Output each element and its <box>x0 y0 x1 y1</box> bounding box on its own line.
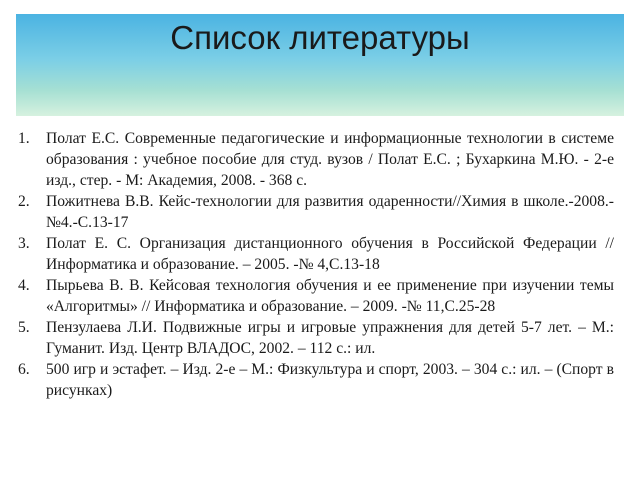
reference-item <box>18 233 614 275</box>
reference-number: 6. <box>18 361 30 378</box>
reference-text: Полат Е. С. Организация дистанционного обучения в Российской Федерации // Информатика и образование. – 2005. -№ 4,С.13-18 <box>46 235 614 273</box>
reference-item <box>18 275 614 317</box>
reference-item <box>18 128 614 191</box>
reference-number: 5. <box>18 319 30 336</box>
reference-text: Пензулаева Л.И. Подвижные игры и игровые упражнения для детей 5-7 лет. – М.: Гуманит. Изд. Центр ВЛАДОС, 2002. – 112 с.: ил. <box>46 319 614 357</box>
reference-number: 4. <box>18 277 30 294</box>
reference-number: 1. <box>18 130 30 147</box>
reference-item <box>18 359 614 401</box>
reference-item <box>18 191 614 233</box>
slide-title: Список литературы <box>170 19 470 56</box>
reference-text: 500 игр и эстафет. – Изд. 2-е – М.: Физкультура и спорт, 2003. – 304 с.: ил. – (Спорт в рисунках) <box>46 361 614 399</box>
reference-item <box>18 317 614 359</box>
reference-list <box>18 128 614 401</box>
reference-text: Пожитнева В.В. Кейс-технологии для развития одаренности//Химия в школе.-2008.-№4.-С.13-17 <box>46 193 614 231</box>
reference-number: 2. <box>18 193 30 210</box>
reference-text: Пырьева В. В. Кейсовая технология обучения и ее применение при изучении темы «Алгоритмы» // Информатика и образование. – 2009. -№ 11,С.25-28 <box>46 277 614 315</box>
reference-number: 3. <box>18 235 30 252</box>
reference-text: Полат Е.С. Современные педагогические и информационные технологии в системе образования : учебное пособие для студ. вузов / Полат Е.С. ; Бухаркина М.Ю. - 2-е изд., стер. - М: Академия, 2008. - 368 с. <box>46 130 614 189</box>
